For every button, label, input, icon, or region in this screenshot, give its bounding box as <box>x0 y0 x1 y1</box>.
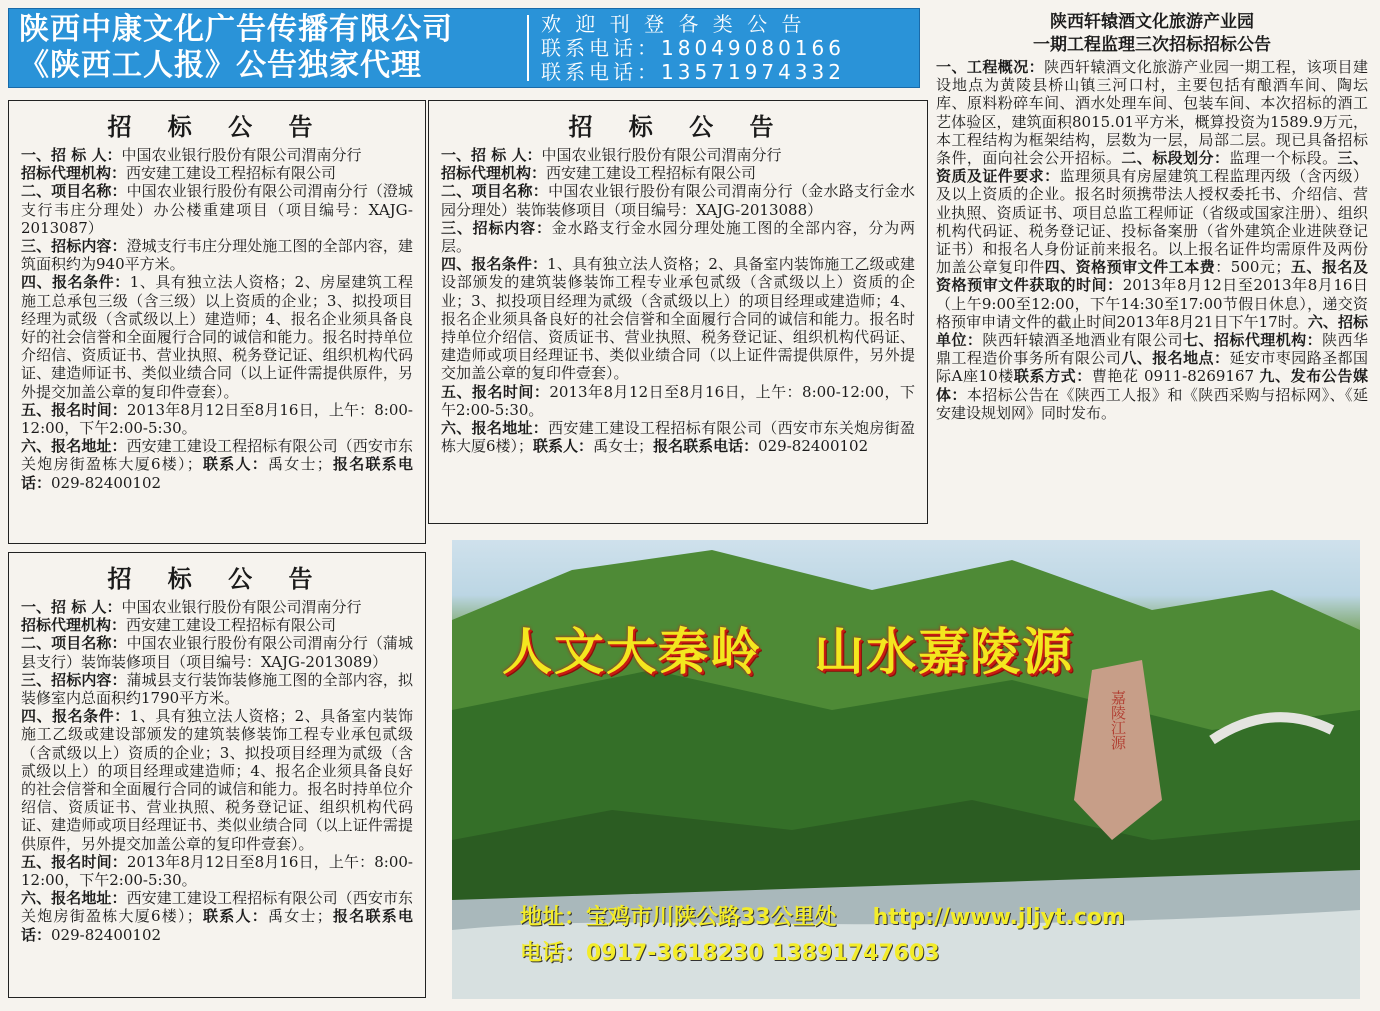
section-heading: 二、项目名称： <box>21 634 127 653</box>
section-heading: 四、报名条件： <box>441 255 548 274</box>
section-text: 中国农业银行股份有限公司渭南分行 <box>121 598 362 616</box>
ad-slogan <box>502 612 1126 684</box>
section-heading: 二、项目名称： <box>441 182 549 201</box>
section-heading: 招标代理机构： <box>21 616 127 635</box>
banner-company: 陕西中康文化广告传播有限公司 <box>19 12 453 47</box>
tender-notice-pucheng <box>8 552 426 998</box>
notice-paragraph <box>441 255 915 382</box>
ad-slogan-left: 人文大秦岭 <box>502 623 762 681</box>
tender-notice-jinshuilu <box>428 100 928 524</box>
section-heading: 报名联系电话： <box>21 455 413 492</box>
notice-paragraph <box>21 853 413 889</box>
section-text: 西安建工建设工程招标有限公司 <box>126 616 337 635</box>
section-heading: 一、招 标 人： <box>21 146 122 164</box>
section-text: 2013年8月12日至8月16日，上午：8:00-12:00，下午2:00-5:30。 <box>21 400 413 438</box>
notice-paragraph <box>21 671 413 707</box>
section-text: 2013年8月12日至8月16日，上午：8:00-12:00，下午2:00-5:30。 <box>21 852 413 890</box>
section-heading: 招标代理机构： <box>21 164 127 183</box>
notice-title: 招 标 公 告 <box>107 113 327 141</box>
notice-title: 招 标 公 告 <box>107 565 327 593</box>
section-heading: 联系人： <box>201 907 268 926</box>
section-heading: 六、报名地址： <box>441 419 549 438</box>
ad-address-line <box>520 900 1125 931</box>
notice-paragraph <box>21 598 413 616</box>
notice-paragraph <box>21 401 413 437</box>
notice-body <box>932 58 1372 422</box>
section-heading: 联系方式： <box>1013 367 1092 386</box>
section-text: 蒲城县支行装饰装修施工图的全部内容，拟装修室内总面积约1790平方米。 <box>21 670 413 708</box>
section-heading: 一、招 标 人： <box>21 598 122 616</box>
section-text: 西安建工建设工程招标有限公司（西安市东关炮房街盈栋大厦6楼）； <box>21 437 413 474</box>
banner-welcome: 欢 迎 刊 登 各 类 公 告 <box>541 12 806 36</box>
section-heading: 联系人： <box>201 455 268 474</box>
section-text: 中国农业银行股份有限公司渭南分行 <box>121 146 362 164</box>
section-heading: 五、报名时间： <box>21 400 127 419</box>
notice-title-line-2: 一期工程监理三次招标招标公告 <box>1033 35 1271 55</box>
section-heading: 五、报名时间： <box>21 852 127 871</box>
section-text: 陕西轩辕酒圣地酒业有限公司 <box>982 331 1184 350</box>
section-heading: 三、招标内容： <box>21 670 127 689</box>
section-text: ：500元； <box>1215 258 1291 277</box>
section-heading: 五、报名时间： <box>441 382 550 401</box>
section-heading: 二、项目名称： <box>21 182 127 201</box>
section-heading: 六、报名地址： <box>21 889 127 908</box>
section-heading: 三、资质及证件要求： <box>936 149 1368 186</box>
section-heading: 二、标段划分： <box>1121 149 1230 168</box>
agency-banner <box>8 8 920 88</box>
section-heading: 五、报名及资格预审文件获取的时间： <box>936 258 1368 295</box>
section-heading: 四、报名条件： <box>21 273 130 292</box>
tender-notice-chengcheng <box>8 100 426 544</box>
section-text: 中国农业银行股份有限公司渭南分行（澄城支行韦庄分理处）办公楼重建项目（项目编号：XAJG-2013087） <box>21 182 413 237</box>
notice-paragraph <box>441 146 915 164</box>
section-heading: 六、招标单位： <box>936 312 1368 350</box>
section-text: 2013年8月12日至8月16日，上午：8:00-12:00，下午2:00-5:30。 <box>441 382 915 419</box>
section-text: 陕西轩辕酒文化旅游产业园一期工程，该项目建设地点为黄陵县桥山镇三河口村，主要包括有酿酒车间、陶坛库、原料粉碎车间、酒水处理车间、包装车间、本次招标的酒工艺体验区，建筑面积8015.01平方米，概算投资为1589.9万元，本工程结构为框架结构，层数为一层，局部二层。现已具备招标条件，面向社会公开招标。 <box>936 58 1368 168</box>
section-text: 禹女士； <box>593 437 654 456</box>
ad-slogan-right: 山水嘉陵源 <box>814 623 1074 681</box>
notice-paragraph <box>21 707 413 853</box>
stone-inscription: 嘉陵江源 <box>1109 690 1127 750</box>
notice-body <box>9 146 425 492</box>
tender-notice-xuanyuan <box>932 8 1372 528</box>
section-heading: 七、招标代理机构： <box>1183 331 1323 350</box>
notice-body <box>429 146 927 455</box>
section-heading: 三、招标内容： <box>21 237 127 256</box>
section-text: 中国农业银行股份有限公司渭南分行（蒲城县支行）装饰装修项目（项目编号：XAJG-2013089） <box>21 634 413 671</box>
section-heading: 四、报名条件： <box>21 707 130 726</box>
notice-paragraph <box>21 146 413 164</box>
section-text: 监理须具有房屋建筑工程监理丙级（含丙级）及以上资质的企业。报名时须携带法人授权委托书、介绍信、营业执照、资质证书、项目总监工程师证（省级或国家注册）、组织机构代码证、税务登记证、投标备案册（省外建筑企业进陕登记证书）和报名人身份证前来报名。以上报名证件均需原件及两份加盖公章复印件 <box>936 167 1368 277</box>
section-text: 029-82400102 <box>758 437 869 456</box>
section-heading: 八、报名地点： <box>1121 349 1230 368</box>
section-heading: 九、发布公告媒体： <box>936 367 1368 404</box>
section-text: 1、具有独立法人资格；2、具备室内装饰施工乙级或建设部颁发的建筑装修装饰工程专业承包贰级（含贰级以上）资质的企业；3、拟投项目经理为贰级（含贰级以上）的项目经理或建造师；4、报名企业须具备良好的社会信誉和全面履行合同的诚信和能力。报名时持单位介绍信、资质证书、营业执照、税务登记证、组织机构代码证、建造师或项目经理证书、类似业绩合同（以上证件需提供原件，另外提交加盖公章的复印件壹套）。 <box>21 707 413 853</box>
notice-body <box>9 598 425 944</box>
section-text: 2013年8月12日至2013年8月16日（上午9:00至12:00，下午14:30至17:00节假日休息），递交资格预审申请文件的截止时间2013年8月21日下午17时。 <box>936 276 1368 331</box>
section-heading: 一、工程概况： <box>936 58 1045 76</box>
section-text: 029-82400102 <box>51 925 162 944</box>
section-heading: 一、招 标 人： <box>441 146 542 164</box>
ad-address: 地址：宝鸡市川陕公路33公里处 <box>520 905 837 930</box>
section-text: 监理一个标段。 <box>1229 149 1338 168</box>
notice-paragraph <box>21 273 413 400</box>
section-text: 1、具有独立法人资格；2、房屋建筑工程施工总承包三级（含三级）以上资质的企业；3、拟投项目经理为贰级（含贰级以上）建造师；4、报名企业须具备良好的社会信誉和全面履行合同的诚信和能力。报名时持单位介绍信、资质证书、营业执照、税务登记证、组织机构代码证、建造师证书、类似业绩合同（以上证件需提供原件，另外提交加盖公章的复印件壹套）。 <box>21 273 413 401</box>
notice-title: 招 标 公 告 <box>568 113 788 141</box>
section-text: 延安市枣园路圣都国际A座10楼 <box>936 349 1368 386</box>
section-text: 曹艳花 0911-8269167 <box>1091 367 1260 386</box>
notice-paragraph <box>441 164 915 182</box>
section-heading: 报名联系电话： <box>653 437 759 456</box>
notice-paragraph <box>21 164 413 182</box>
section-heading: 联系人： <box>533 437 594 456</box>
section-text: 西安建工建设工程招标有限公司 <box>546 164 757 183</box>
banner-phone-2: 联系电话：13571974332 <box>541 60 845 84</box>
section-text: 西安建工建设工程招标有限公司 <box>126 164 337 183</box>
section-text: 西安建工建设工程招标有限公司（西安市东关炮房街盈栋大厦6楼）； <box>21 889 413 926</box>
ad-website: http://www.jljyt.com <box>872 905 1125 930</box>
section-text: 中国农业银行股份有限公司渭南分行 <box>541 146 782 164</box>
notice-paragraph <box>441 383 915 419</box>
section-text: 澄城支行韦庄分理处施工图的全部内容，建筑面积约为940平方米。 <box>21 237 413 274</box>
banner-agency-name <box>9 9 527 87</box>
notice-paragraph <box>21 237 413 273</box>
ad-phone: 电话：0917-3618230 13891747603 <box>520 941 940 966</box>
notice-paragraph <box>21 889 413 944</box>
section-text: 029-82400102 <box>51 473 162 492</box>
banner-phone-1: 联系电话：18049080166 <box>541 36 845 60</box>
section-text: 中国农业银行股份有限公司渭南分行（金水路支行金水园分理处）装饰装修项目（项目编号：XAJG-2013088） <box>441 182 915 219</box>
section-text: 陕西华鼎工程造价事务所有限公司 <box>936 331 1368 368</box>
section-text: 禹女士； <box>268 455 332 474</box>
section-text: 西安建工建设工程招标有限公司（西安市东关炮房街盈栋大厦6楼）； <box>441 419 915 456</box>
notice-paragraph <box>441 219 915 255</box>
notice-paragraph <box>441 419 915 455</box>
banner-contact <box>529 9 919 87</box>
section-heading: 报名联系电话： <box>21 907 413 944</box>
notice-paragraph <box>21 634 413 670</box>
section-text: 本招标公告在《陕西工人报》和《陕西采购与招标网》、《延安建设规划网》同时发布。 <box>936 385 1368 422</box>
section-heading: 六、报名地址： <box>21 437 127 456</box>
section-heading: 四、资格预审文件工本费 <box>1044 258 1216 277</box>
section-text: 金水路支行金水园分理处施工图的全部内容，分为两层。 <box>441 218 915 256</box>
notice-paragraph <box>21 616 413 634</box>
notice-paragraph <box>21 182 413 237</box>
notice-paragraph <box>21 437 413 492</box>
section-heading: 招标代理机构： <box>441 164 547 183</box>
banner-newspaper-agent: 《陕西工人报》公告独家代理 <box>19 48 422 83</box>
scenic-advertisement <box>452 540 1360 999</box>
section-text: 禹女士； <box>268 907 332 926</box>
section-text: 1、具有独立法人资格；2、具备室内装饰施工乙级或建设部颁发的建筑装修装饰工程专业承包贰级（含贰级以上）资质的企业；3、拟投项目经理为贰级（含贰级以上）的项目经理或建造师；4、报名企业须具备良好的社会信誉和全面履行合同的诚信和能力。报名时持单位介绍信、资质证书、营业执照、税务登记证、组织机构代码证、建造师或项目经理证书、类似业绩合同（以上证件需提供原件，另外提交加盖公章的复印件壹套）。 <box>441 255 915 383</box>
notice-paragraph <box>441 182 915 218</box>
notice-paragraph <box>936 58 1368 422</box>
notice-title-line-1: 陕西轩辕酒文化旅游产业园 <box>1050 12 1254 32</box>
section-heading: 三、招标内容： <box>441 218 552 237</box>
